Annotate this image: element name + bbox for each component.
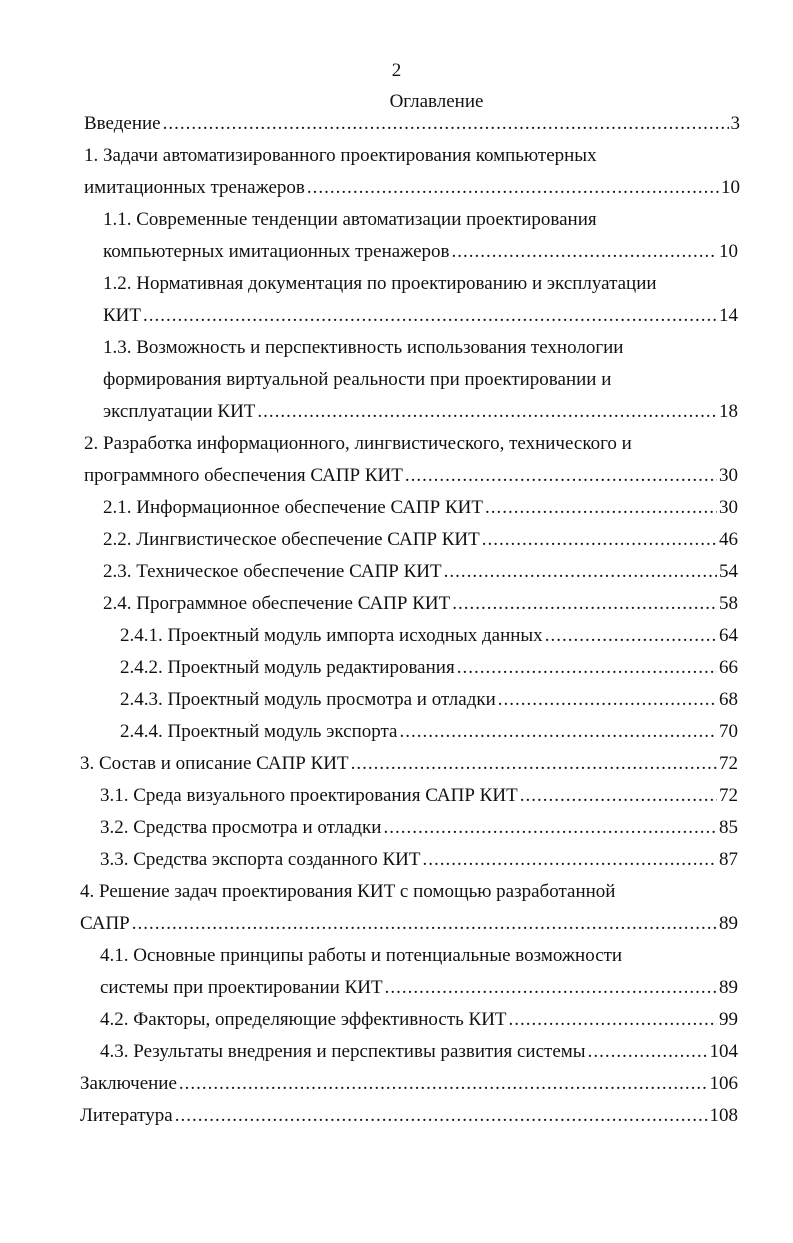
toc-page-number: 46 [719,529,738,550]
toc-page-number: 30 [719,465,738,486]
toc-leader-dots [143,300,717,332]
toc-entry [80,1068,738,1100]
toc-page-number: 87 [719,849,738,870]
toc-entry-title: 2. Разработка информационного, лингвистического, технического и [84,433,632,454]
toc-entry-title: Введение [84,113,161,134]
toc-page-number: 30 [719,497,738,518]
toc-entry [103,524,738,556]
toc-leader-dots [179,1068,708,1100]
toc-entry-title: 4.2. Факторы, определяющие эффективность КИТ [100,1009,507,1030]
toc-page-number: 85 [719,817,738,838]
toc-page-number: 68 [719,689,738,710]
toc-entry-title: 2.3. Техническое обеспечение САПР КИТ [103,561,442,582]
toc-entry-title: 2.4.3. Проектный модуль просмотра и отладки [120,689,496,710]
toc-leader-dots [444,556,717,588]
toc-entry [100,1004,738,1036]
toc-entry-title: 3.3. Средства экспорта созданного КИТ [100,849,421,870]
toc-entry [120,684,738,716]
toc-entry-title: 2.2. Лингвистическое обеспечение САПР КИТ [103,529,480,550]
toc-entry [100,972,738,1004]
toc-entry [100,780,738,812]
toc-entry [84,172,740,204]
toc-leader-dots [399,716,717,748]
toc-page-number: 108 [709,1105,738,1126]
page-number: 2 [391,60,402,81]
toc-entry-title: 2.4.2. Проектный модуль редактирования [120,657,455,678]
toc-leader-dots [257,396,717,428]
toc-page-number: 58 [719,593,738,614]
toc-entry-title: 1. Задачи автоматизированного проектирования компьютерных [84,145,597,166]
toc-entry-title: формирования виртуальной реальности при проектировании и [103,369,612,390]
toc-page-number: 18 [719,401,738,422]
toc-entry-title: 3.2. Средства просмотра и отладки [100,817,382,838]
toc-page-number: 64 [719,625,738,646]
toc-leader-dots [175,1100,708,1132]
toc-entry [100,844,738,876]
toc-entry [80,1100,738,1132]
toc-page-number: 70 [719,721,738,742]
toc-entry-title: САПР [80,913,130,934]
toc-leader-dots [498,684,717,716]
toc-leader-dots [452,236,718,268]
toc-entry-title: 2.1. Информационное обеспечение САПР КИТ [103,497,483,518]
toc-leader-dots [545,620,717,652]
toc-entry-line [103,268,657,300]
toc-entry-line [100,940,622,972]
toc-entry [103,300,738,332]
toc-leader-dots [423,844,718,876]
toc-entry-line [80,876,615,908]
toc-entry [84,460,738,492]
toc-leader-dots [383,812,717,844]
toc-entry-title: Заключение [80,1073,177,1094]
toc-page-number: 72 [719,785,738,806]
toc-entry-title: Литература [80,1105,173,1126]
toc-entry-title: 4. Решение задач проектирования КИТ с помощью разработанной [80,881,616,902]
toc-leader-dots [482,524,717,556]
toc-leader-dots [405,460,717,492]
toc-page-number: 66 [719,657,738,678]
toc-entry [120,652,738,684]
toc-entry-title: 1.3. Возможность и перспективность использования технологии [103,337,624,358]
toc-entry [100,1036,738,1068]
toc-leader-dots [520,780,717,812]
toc-entry [100,812,738,844]
toc-entry [103,396,738,428]
toc-entry-title: КИТ [103,305,141,326]
toc-entry-title: 4.3. Результаты внедрения и перспективы развития системы [100,1041,586,1062]
toc-entry-line [84,428,632,460]
toc-page-number: 10 [721,177,740,198]
toc-leader-dots [132,908,717,940]
toc-page-number: 14 [719,305,738,326]
toc-entry-line [84,140,597,172]
toc-leader-dots [385,972,717,1004]
toc-entry [103,236,738,268]
toc-entry-title: компьютерных имитационных тренажеров [103,241,450,262]
toc-leader-dots [457,652,717,684]
toc-entry [84,108,740,140]
toc-page-number: 89 [719,977,738,998]
toc-page-number: 54 [719,561,738,582]
toc-leader-dots [163,108,729,140]
toc-page-number: 89 [719,913,738,934]
toc-entry-title: 2.4.1. Проектный модуль импорта исходных данных [120,625,543,646]
toc-entry-title: 3. Состав и описание САПР КИТ [80,753,349,774]
toc-entry [80,748,738,780]
toc-entry-title: 1.1. Современные тенденции автоматизации проектирования [103,209,597,230]
toc-leader-dots [485,492,717,524]
toc-entry [80,908,738,940]
toc-leader-dots [307,172,719,204]
toc-entry-title: системы при проектировании КИТ [100,977,383,998]
toc-page-number: 3 [730,113,740,134]
toc-entry-title: эксплуатации КИТ [103,401,256,422]
toc-title: Оглавление [389,91,484,112]
toc-entry-title: 2.4.4. Проектный модуль экспорта [120,721,398,742]
toc-entry [103,556,738,588]
toc-page-number: 106 [709,1073,738,1094]
toc-entry [120,716,738,748]
toc-entry-title: имитационных тренажеров [84,177,305,198]
toc-entry-title: 4.1. Основные принципы работы и потенциальные возможности [100,945,623,966]
toc-entry [103,492,738,524]
toc-entry-title: программного обеспечения САПР КИТ [84,465,403,486]
toc-entry-title: 2.4. Программное обеспечение САПР КИТ [103,593,451,614]
toc-page-number: 72 [719,753,738,774]
toc-entry [120,620,738,652]
toc-page-number: 10 [719,241,738,262]
toc-page-number: 99 [719,1009,738,1030]
toc-leader-dots [452,588,717,620]
toc-entry-title: 1.2. Нормативная документация по проектированию и эксплуатации [103,273,657,294]
toc-leader-dots [588,1036,708,1068]
toc-entry-line [103,204,597,236]
toc-leader-dots [351,748,717,780]
toc-entry [103,588,738,620]
toc-entry-title: 3.1. Среда визуального проектирования САПР КИТ [100,785,518,806]
toc-page-number: 104 [709,1041,738,1062]
toc-entry-line [103,332,623,364]
toc-leader-dots [509,1004,717,1036]
toc-entry-line [103,364,611,396]
